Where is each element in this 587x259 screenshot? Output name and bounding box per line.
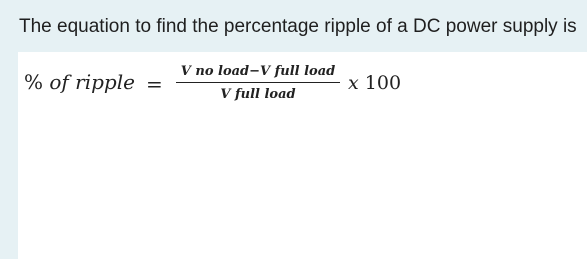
multiplier: [348, 72, 401, 94]
multiplier-value: 100: [364, 72, 402, 94]
fraction: [176, 64, 340, 102]
equals-sign: =: [146, 72, 163, 96]
fraction-denominator: V full load: [220, 87, 296, 103]
percent-sign: %: [24, 70, 44, 94]
equation-lhs: [24, 70, 135, 94]
intro-text: The equation to find the percentage ripple of a DC power supply is: [19, 16, 577, 37]
equation-panel: [18, 52, 587, 259]
fraction-numerator: V no load−V full load: [180, 64, 336, 79]
multiply-symbol: x: [348, 72, 359, 94]
fraction-bar: [176, 82, 340, 83]
lhs-label: of ripple: [49, 70, 135, 94]
